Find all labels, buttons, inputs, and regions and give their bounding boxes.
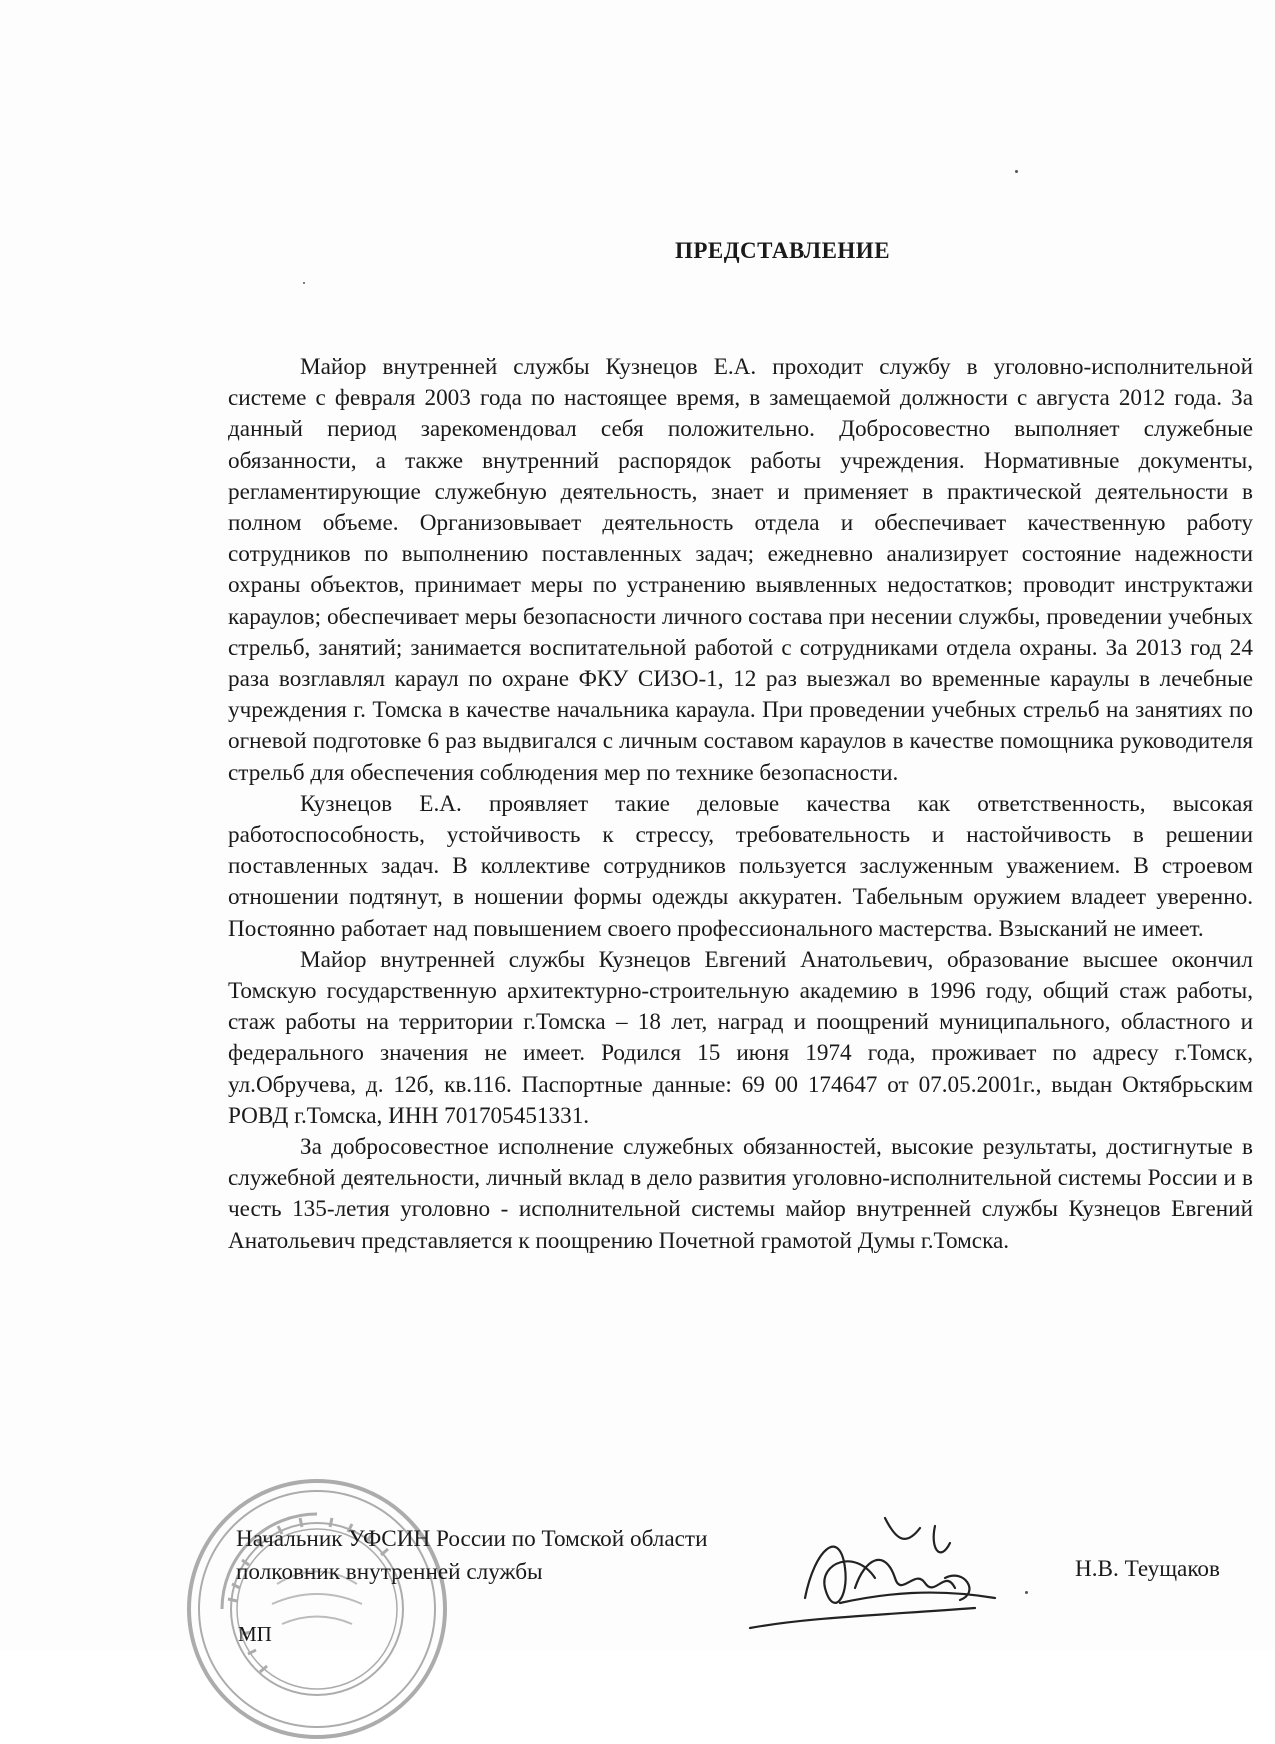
document-body — [228, 352, 1253, 1257]
signatory-position-line1: Начальник УФСИН России по Томской области — [236, 1526, 708, 1552]
official-seal-icon — [182, 1474, 452, 1744]
signatory-position — [236, 1523, 707, 1589]
paragraph-biography: Майор внутренней службы Кузнецов Евгений Анатольевич, образование высшее окончил Томскую государственную архитектурно-строительную академию в 1996 году, общий стаж работы, стаж работы на территории г.Томска – 18 лет, наград и поощрений муниципального, областного и федерального значения не имеет. Родился 15 июня 1974 года, проживает по адресу г.Томск, ул.Обручева, д. 12б, кв.116. Паспортные данные: 69 00 174647 от 07.05.2001г., выдан Октябрьским РОВД г.Томска, ИНН 701705451331. — [228, 946, 1253, 1129]
signatory-name: Н.В. Теущаков — [1075, 1556, 1220, 1582]
handwritten-signature-icon — [745, 1508, 1035, 1638]
document-title: ПРЕДСТАВЛЕНИЕ — [674, 238, 891, 263]
scan-speck — [1015, 170, 1018, 173]
scan-speck — [1025, 1591, 1028, 1594]
scan-speck — [303, 282, 305, 284]
paragraph-service-record: Майор внутренней службы Кузнецов Е.А. проходит службу в уголовно-исполнительной системе с февраля 2003 года по настоящее время, в замещаемой должности с августа 2012 года. За данный период зарекомендовал себя положительно. Добросовестно выполняет служебные обязанности, а также внутренний распорядок работы учреждения. Нормативные документы, регламентирующие служебную деятельность, знает и применяет в практической деятельности в полном объеме. Организовывает деятельность отдела и обеспечивает качественную работу сотрудников по выполнению поставленных задач; ежедневно анализирует состояние надежности охраны объектов, принимает меры по устранению выявленных недостатков; проводит инструктажи караулов; обеспечивает меры безопасности личного состава при несении службы, проведении учебных стрельб, занятий; занимается воспитательной работой с сотрудниками отдела охраны. За 2013 год 24 раза возглавлял караул по охране ФКУ СИЗО-1, 12 раз выезжал во временные караулы в лечебные учреждения г. Томска в качестве начальника караула. При проведении учебных стрельб на занятиях по огневой подготовке 6 раз выдвигался с личным составом караулов в качестве помощника руководителя стрельб для обеспечения соблюдения мер по технике безопасности. — [228, 354, 1253, 786]
signatory-position-line2: полковник внутренней службы — [236, 1559, 543, 1585]
paragraph-qualities: Кузнецов Е.А. проявляет такие деловые качества как ответственность, высокая работоспособность, устойчивость к стрессу, требовательность и настойчивость в решении поставленных задач. В коллективе сотрудников пользуется заслуженным уважением. В строевом отношении подтянут, в ношении формы одежды аккуратен. Табельным оружием владеет уверенно. Постоянно работает над повышением своего профессионального мастерства. Взысканий не имеет. — [228, 790, 1253, 942]
stamp-place-mark: МП — [238, 1622, 272, 1646]
paragraph-nomination: За добросовестное исполнение служебных обязанностей, высокие результаты, достигнутые в служебной деятельности, личный вклад в дело развития уголовно-исполнительной системы России и в честь 135-летия уголовно - исполнительной системы майор внутренней службы Кузнецов Евгений Анатольевич представляется к поощрению Почетной грамотой Думы г.Томска. — [228, 1134, 1253, 1254]
